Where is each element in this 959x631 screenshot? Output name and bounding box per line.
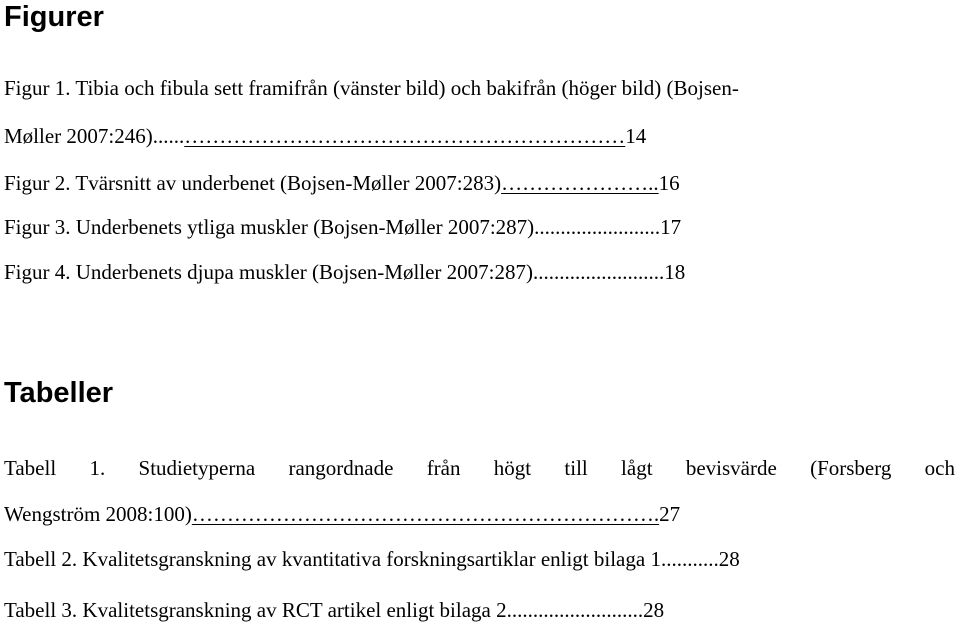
table-entry-1-leader: …………………………………………………………. [191,502,660,526]
figure-entry-3-text: Figur 3. Underbenets ytliga muskler (Bojsen-Møller 2007:287) [4,215,535,239]
figure-entry-2[interactable] [4,169,680,197]
table-entry-1-line2[interactable] [4,500,680,528]
table-entry-3[interactable] [4,596,664,624]
figures-heading: Figurer [4,1,104,33]
tables-heading: Tabeller [4,377,114,409]
figure-entry-1-line1: Figur 1. Tibia och fibula sett framifrån (vänster bild) och bakifrån (höger bild) (Bojsen- [4,76,739,100]
table-entry-1-page: 27 [659,502,681,526]
figure-entry-3-leader: ........................ [534,215,661,239]
table-entry-1-text: Wengström 2008:100) [4,502,192,526]
figure-entry-1-leader: ……………………………………………………… [184,124,626,148]
figure-entry-2-page: 16 [658,171,680,195]
table-entry-2[interactable] [4,545,740,573]
table-entry-3-page: 28 [643,598,665,622]
figure-entry-4-leader: ......................... [533,260,665,284]
figure-entry-3-page: 17 [660,215,682,239]
figure-entry-4[interactable] [4,258,685,286]
figure-entry-2-leader: ………………….. [501,171,659,195]
table-entry-3-leader: .......................... [506,598,644,622]
figure-entry-1-page: 14 [625,124,647,148]
figure-entry-2-text: Figur 2. Tvärsnitt av underbenet (Bojsen-Møller 2007:283) [4,171,502,195]
table-entry-2-leader: ........... [660,547,719,571]
figure-entry-3[interactable] [4,213,681,241]
table-entry-1-line1: Tabell 1. Studietyperna rangordnade från högt till lågt bevisvärde (Forsberg och [4,456,955,480]
table-entry-2-text: Tabell 2. Kvalitetsgranskning av kvantitativa forskningsartiklar enligt bilaga 1 [4,547,661,571]
figure-entry-4-text: Figur 4. Underbenets djupa muskler (Bojsen-Møller 2007:287) [4,260,533,284]
table-entry-2-page: 28 [718,547,740,571]
figure-entry-1-text: Møller 2007:246)...... [4,124,185,148]
figure-entry-4-page: 18 [664,260,686,284]
table-entry-3-text: Tabell 3. Kvalitetsgranskning av RCT artikel enligt bilaga 2 [4,598,507,622]
figure-entry-1-line2[interactable] [4,122,646,150]
